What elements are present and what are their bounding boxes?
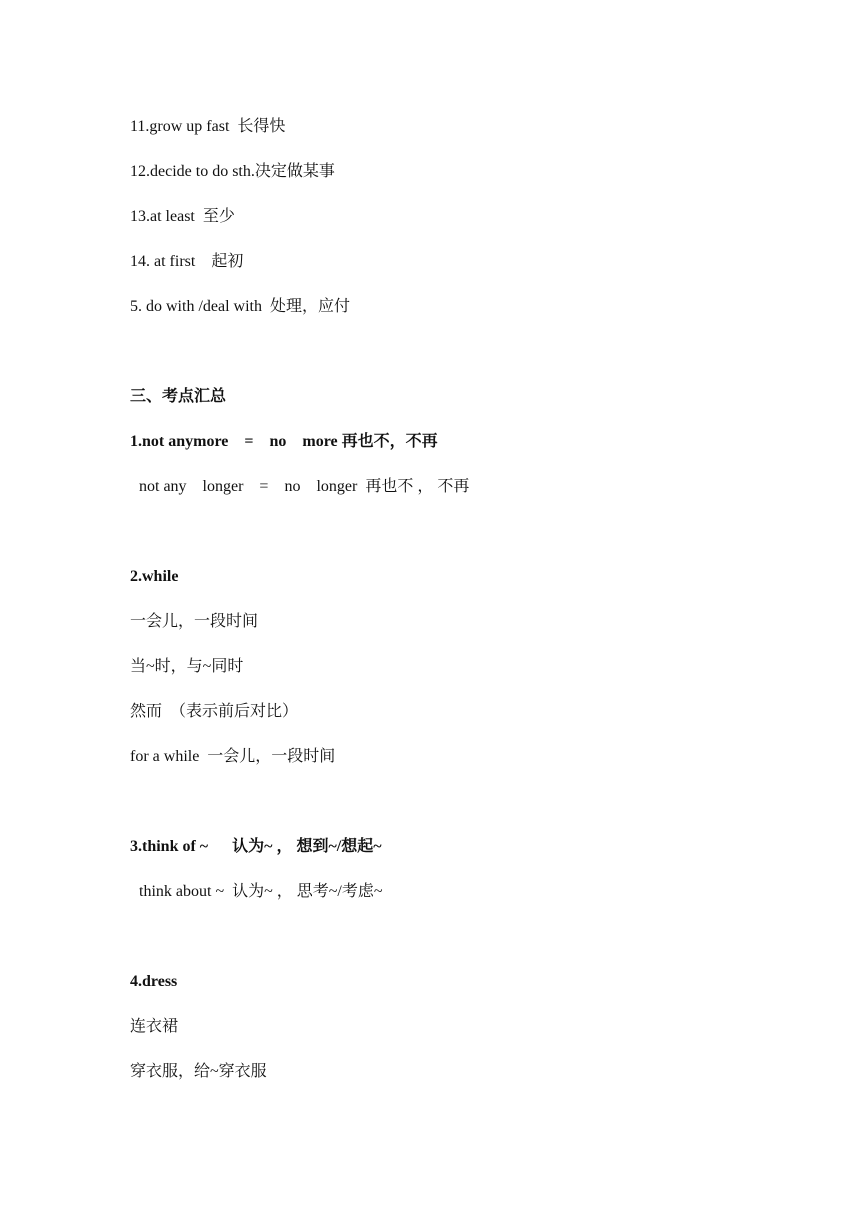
point-4-meaning-1: 连衣裙 (130, 1018, 179, 1035)
point-4-heading: 4.dress (130, 973, 178, 990)
phrase-item-11: 11.grow up fast 长得快 (130, 118, 286, 135)
point-1-heading: 1.not anymore = no more 再也不，不再 (130, 433, 438, 450)
phrase-item-12: 12.decide to do sth.决定做某事 (130, 163, 335, 180)
point-2-meaning-3: 然而 （表示前后对比） (130, 703, 299, 720)
phrase-item-13: 13.at least 至少 (130, 208, 235, 225)
point-3-synonym: think about ~ 认为~ ， 思考~/考虑~ (139, 883, 383, 900)
point-4-meaning-2: 穿衣服，给~穿衣服 (130, 1063, 267, 1080)
section-title: 三、考点汇总 (130, 388, 227, 405)
point-1-synonym: not any longer = no longer 再也不 ， 不再 (139, 478, 470, 495)
point-3-heading: 3.think of ~ 认为~ ， 想到~/想起~ (130, 838, 382, 855)
point-2-phrase: for a while 一会儿，一段时间 (130, 748, 336, 765)
point-2-heading: 2.while (130, 568, 179, 585)
point-2-meaning-2: 当~时，与~同时 (130, 658, 244, 675)
point-2-meaning-1: 一会儿，一段时间 (130, 613, 259, 630)
phrase-item-5: 5. do with /deal with 处理，应付 (130, 298, 350, 315)
phrase-item-14: 14. at first 起初 (130, 253, 244, 270)
